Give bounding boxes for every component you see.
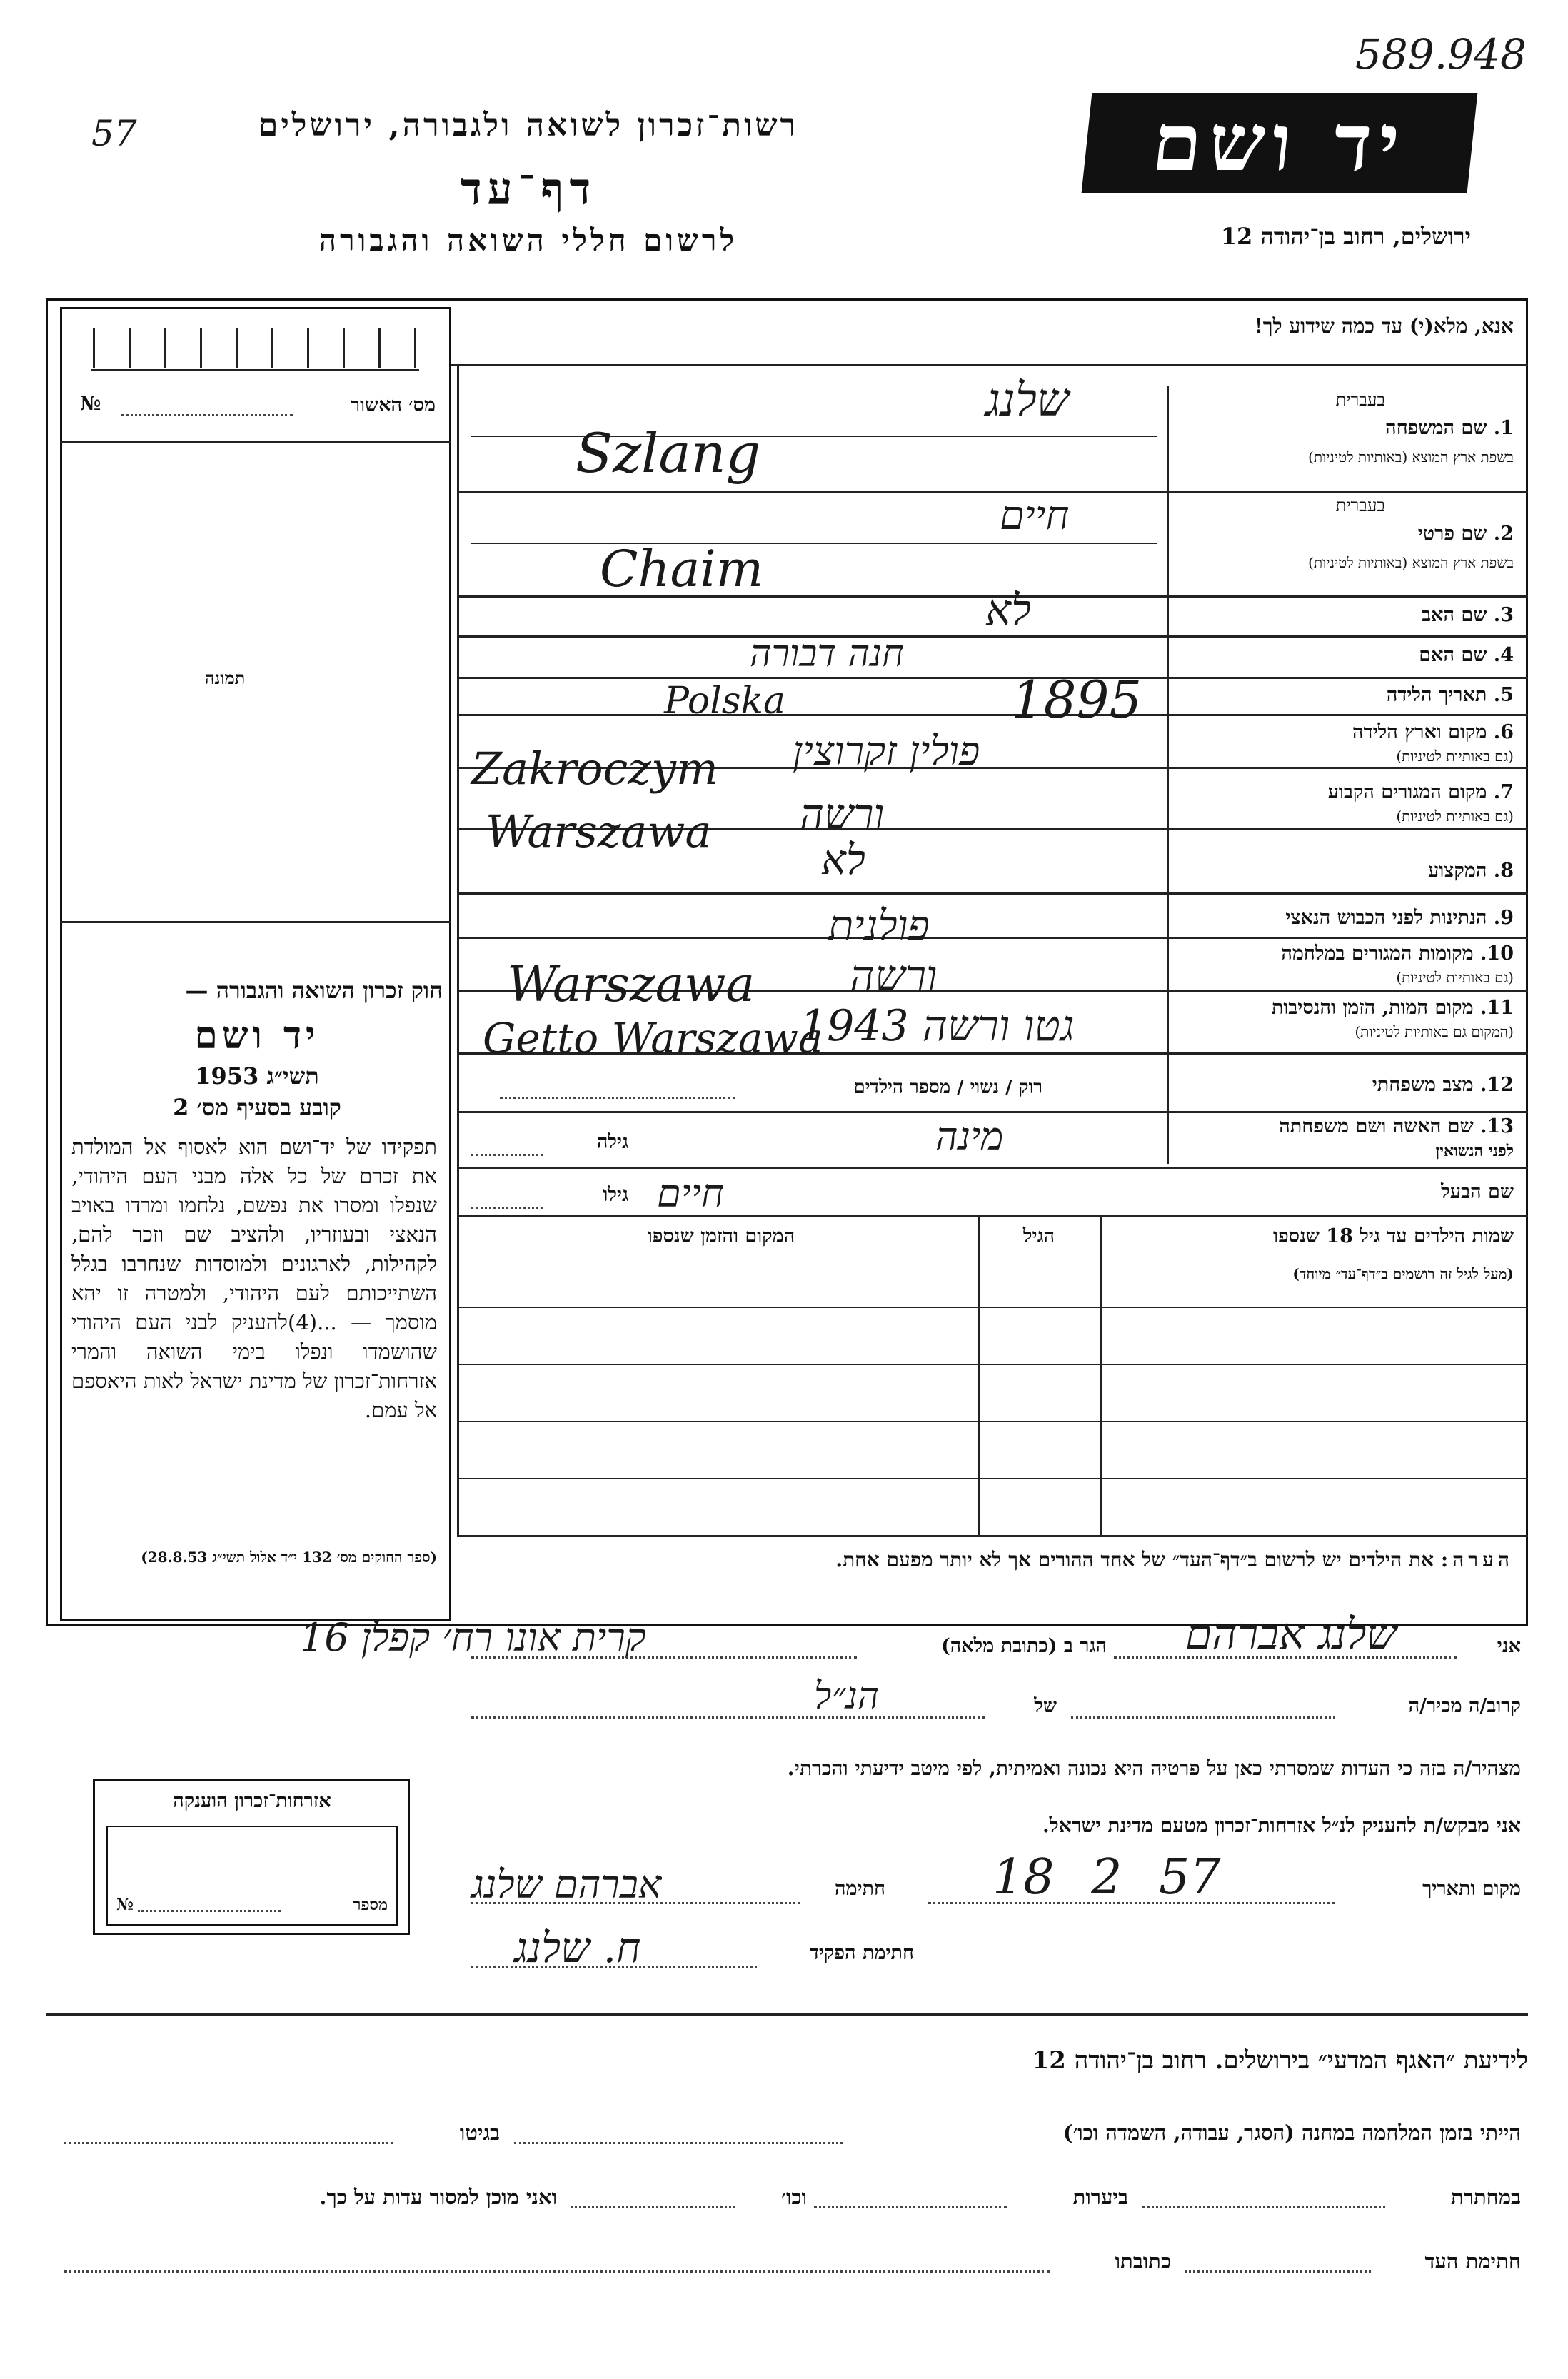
note-label: הערה: <box>1440 1548 1514 1571</box>
field-11-num: 11. <box>1480 997 1514 1019</box>
husband-name[interactable]: חיים <box>657 1171 724 1216</box>
field-13-row <box>1171 1115 1514 1160</box>
corner-mark: 57 <box>91 113 137 154</box>
note-text: את הילדים יש לרשום ב״דף־העד״ של אחד ההורים אך לא יותר מפעם אחת. <box>835 1548 1434 1571</box>
wife-name[interactable]: מינה <box>935 1114 1004 1159</box>
marital-options[interactable]: רוק / נשוי / מספר הילדים <box>853 1077 1042 1098</box>
family-name-hebrew[interactable]: שלנג <box>985 374 1070 427</box>
address-line: ירושלים, רחוב בן־יהודה 12 <box>1220 223 1471 250</box>
field-12-label-row <box>1171 1074 1514 1096</box>
certificate-title: אזרחות־זכרון הוענקה <box>173 1790 331 1812</box>
field-5-label: תאריך הלידה <box>1386 684 1487 706</box>
field-1-label: שם המשפחה <box>1385 417 1487 439</box>
field-7-label: מקום המגורים הקבוע <box>1327 781 1487 803</box>
bottom-line3-address: כתובתו <box>1115 2249 1171 2273</box>
field-4-num: 4. <box>1493 644 1514 666</box>
declare-text: מצהיר/ה בזה כי העדות שמסרתי כאן על פרטיה היא נכונה ואמיתית, לפי מיטב ידיעתי והכרתי. <box>787 1756 1521 1780</box>
field-7-row <box>1171 781 1514 825</box>
bottom-line2-ready: ואני מוכן למסור עדות על כך. <box>319 2185 557 2209</box>
certificate-number-mark: № <box>116 1896 134 1914</box>
declarant-name[interactable]: שלנג אברהם <box>1185 1609 1397 1659</box>
bottom-line1: הייתי בזמן המלחמה במחנה (הסגר, עבודה, השמדה וכו׳) <box>1062 2121 1521 2145</box>
declarant-address[interactable]: קרית אונו רח׳ קפלן 16 <box>300 1615 646 1660</box>
father-name[interactable]: לא <box>985 585 1032 635</box>
bottom-line2-underground: במחתרת <box>1451 2185 1521 2209</box>
photo-label: תמונה <box>204 668 246 688</box>
field-4-label-row <box>1171 644 1514 666</box>
field-3-label: שם האב <box>1422 604 1487 626</box>
field-8-num: 8. <box>1493 860 1514 882</box>
field-7-sub: (גם באותיות לטיניות) <box>1396 808 1514 825</box>
children-note: (מעל לגיל זה רושמים ב״דף־עד״ מיוחד) <box>1292 1265 1514 1282</box>
field-5-num: 5. <box>1493 684 1514 706</box>
law-gazette: (ספר החוקים מס׳ 132 י״ד אלול תשי״ג 28.8.53) <box>141 1549 437 1566</box>
first-name-latin[interactable]: Chaim <box>600 540 764 598</box>
family-name-latin[interactable]: Szlang <box>576 421 761 485</box>
field-6-num: 6. <box>1493 721 1514 743</box>
declaration-date[interactable]: 18 2 57 <box>992 1849 1221 1906</box>
declarant-i-label: אני <box>1497 1635 1521 1657</box>
approval-label: מס׳ האשור <box>350 394 436 416</box>
field-9-label-row <box>1171 907 1514 929</box>
birth-date[interactable]: 1895 <box>1011 670 1142 730</box>
field-11-sub: (המקום גם באותיות לטיניות) <box>1355 1023 1514 1040</box>
field-6-label: מקום וארץ הלידה <box>1352 721 1487 743</box>
law-text: תפקידו של יד־ושם הוא לאסוף אל המולדת את זכרם של כל אלה מבני העם היהודי, שנפלו ומסרו את נפשם, נלחמו ומרדו באויב הנאצי ובעוזריו, ולהציב שם וזכר להם, לקהילות, לארגונים ולמוסדות שנחרבו בגלל השתייכותם לעם היהודי, ולמטרה זו יהא מוסמך — ...(4)להעניק לבני העם היהודי שהושמדו ונפלו בימי השואה והמרי אזרחות־זכרון של מדינת ישראל לאות היאספם אל עמם. <box>71 1135 437 1422</box>
field-2-label: שם פרטי <box>1417 523 1487 545</box>
field-12-label: מצב משפחתי <box>1372 1074 1474 1096</box>
mother-name[interactable]: חנה דבורה <box>750 633 904 675</box>
declarant-resident-label: הגר ב (כתובת מלאה) <box>940 1635 1107 1657</box>
residence-latin[interactable]: Warszawa <box>486 805 712 857</box>
first-name-hebrew[interactable]: חיים <box>1000 493 1070 539</box>
certificate-box <box>93 1779 410 1935</box>
birth-country-note: Polska <box>664 680 786 723</box>
field-10-num: 10. <box>1480 942 1514 965</box>
field-9-label: הנתינות לפני הכבוש הנאצי <box>1285 907 1487 929</box>
profession[interactable]: לא <box>821 835 865 884</box>
logo-text: יד ושם <box>1147 96 1412 188</box>
husband-label: שם הבעל <box>1441 1181 1514 1203</box>
relation[interactable]: הנ״ל <box>814 1675 880 1718</box>
field-11-row <box>1171 997 1514 1041</box>
field-3-label-row <box>1171 604 1514 626</box>
officer-label: חתימת הפקיד <box>809 1942 914 1964</box>
residence-hebrew[interactable]: ורשה <box>800 790 885 838</box>
request-text: אני מבקש/ת להעניק לנ״ל אזרחות־זכרון מטעם מדינת ישראל. <box>1042 1814 1521 1837</box>
field-2-tag: בעברית <box>1335 496 1385 515</box>
citizenship[interactable]: פולנית <box>828 901 930 950</box>
field-1-sub: בשפת ארץ המוצא (באותיות לטיניות) <box>1308 448 1514 466</box>
note-row <box>471 1548 1514 1572</box>
law-year: תשי״ג 1953 <box>195 1062 319 1090</box>
field-13-label: שם האשה ושם משפחתה <box>1279 1115 1474 1137</box>
declarant-signature[interactable]: אברהם שלנג <box>471 1862 662 1907</box>
relative-label: קרוב/ה מכיר/ה <box>1408 1695 1521 1717</box>
field-9-num: 9. <box>1493 907 1514 929</box>
field-10-label: מקומות המגורים במלחמה <box>1281 942 1474 965</box>
field-1-num: 1. <box>1493 417 1514 439</box>
field-5-label-row <box>1171 684 1514 706</box>
place-date-label: מקום ותאריך <box>1422 1878 1521 1900</box>
field-8-label: המקצוע <box>1428 860 1487 882</box>
children-age-col: הגיל <box>1022 1225 1055 1247</box>
field-2-sub: בשפת ארץ המוצא (באותיות לטיניות) <box>1308 554 1514 571</box>
form-subtitle: לרשום חללי השואה והגבורה <box>318 223 738 258</box>
wartime-residence-latin[interactable]: Warszawa <box>507 957 755 1013</box>
field-13-num: 13. <box>1480 1115 1514 1137</box>
field-1-tag: בעברית <box>1335 390 1385 410</box>
wartime-residence-hebrew[interactable]: ורשה <box>850 951 938 1001</box>
field-7-num: 7. <box>1493 781 1514 803</box>
file-number: 589.948 <box>1355 30 1527 79</box>
birth-place-hebrew[interactable]: פולין זקרוצין <box>793 728 980 775</box>
instructions: אנא, מלא(י) עד כמה שידוע לך! <box>1254 314 1514 338</box>
officer-signature[interactable]: ח. שלנג <box>514 1923 641 1972</box>
bottom-heading: לידיעת ״האגף המדעי״ בירושלים. רחוב בן־יהודה 12 <box>1032 2046 1528 2075</box>
field-8-label-row <box>1171 860 1514 882</box>
husband-age-label: גילו <box>603 1184 628 1206</box>
field-10-sub: (גם באותיות לטיניות) <box>1396 969 1514 986</box>
of-label: של <box>1034 1695 1057 1717</box>
yad-vashem-logo <box>1082 93 1478 193</box>
tick-strip <box>91 331 419 373</box>
bottom-line2-forests: ביערות <box>1072 2185 1128 2209</box>
field-6-sub: (גם באותיות לטיניות) <box>1396 748 1514 765</box>
law-clause: קובע בסעיף מס׳ 2 <box>173 1094 341 1121</box>
certificate-number-label: מספר <box>353 1896 388 1914</box>
signature-label: חתימה <box>834 1878 885 1900</box>
wife-age-label: גילה <box>596 1131 628 1153</box>
authority-line: רשות־זכרון לשואה ולגבורה, ירושלים <box>258 107 799 144</box>
death-place-latin[interactable]: Getto Warszawa <box>483 1014 823 1062</box>
bottom-line2-etc: וכו׳ <box>781 2185 807 2209</box>
field-1-row <box>1171 386 1514 486</box>
form-title: דף־עד <box>460 163 597 215</box>
children-label: שמות הילדים עד גיל 18 שנספו <box>1273 1225 1514 1247</box>
field-2-num: 2. <box>1493 523 1514 545</box>
law-title: חוק זכרון השואה והגבורה — <box>185 977 443 1004</box>
field-6-row <box>1171 721 1514 765</box>
field-4-label: שם האם <box>1419 644 1487 666</box>
field-3-num: 3. <box>1493 604 1514 626</box>
field-2-row <box>1171 491 1514 591</box>
field-13-sub: לפני הנשואין <box>1435 1142 1514 1160</box>
field-10-row <box>1171 942 1514 987</box>
birth-place-latin[interactable]: Zakroczym <box>471 743 718 795</box>
children-place-col: המקום והזמן שנספו <box>647 1225 795 1247</box>
field-11-label: מקום המות, הזמן והנסיבות <box>1271 997 1474 1019</box>
approval-no-mark: № <box>80 393 101 415</box>
bottom-line1-ghetto: בגיטו <box>459 2121 500 2145</box>
field-12-num: 12. <box>1480 1074 1514 1096</box>
law-name: יד ושם <box>194 1014 320 1057</box>
death-place-hebrew[interactable]: גטו ורשה 1943 <box>800 1001 1075 1051</box>
bottom-line3-witness-signature: חתימת העד <box>1424 2249 1521 2273</box>
